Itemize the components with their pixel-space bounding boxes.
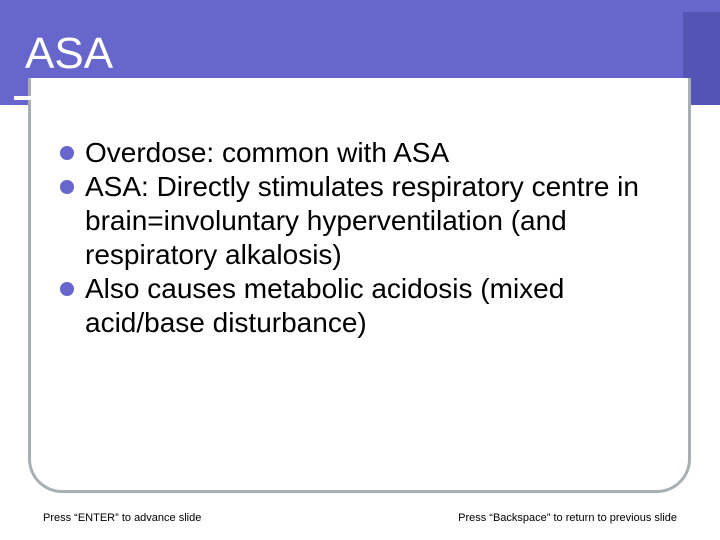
bullet-item — [60, 170, 690, 272]
bullet-item — [60, 136, 690, 170]
bullet-text: Overdose: common with ASA — [85, 137, 450, 168]
bullet-text: ASA: Directly stimulates respiratory centre in brain=involuntary hyperventilation (and respiratory alkalosis) — [85, 171, 639, 270]
footer-back-hint: Press “Backspace” to return to previous slide — [458, 512, 677, 524]
title-rule — [14, 96, 636, 100]
footer-next-hint: Press “ENTER” to advance slide — [43, 512, 202, 524]
slide-title: ASA — [25, 29, 114, 78]
bullet-dot-icon — [60, 146, 74, 160]
bullet-dot-icon — [60, 180, 74, 194]
bullet-dot-icon — [60, 282, 74, 296]
bullet-list — [60, 136, 690, 340]
bullet-item — [60, 272, 690, 340]
bullet-text: Also causes metabolic acidosis (mixed acid/base disturbance) — [85, 273, 565, 338]
